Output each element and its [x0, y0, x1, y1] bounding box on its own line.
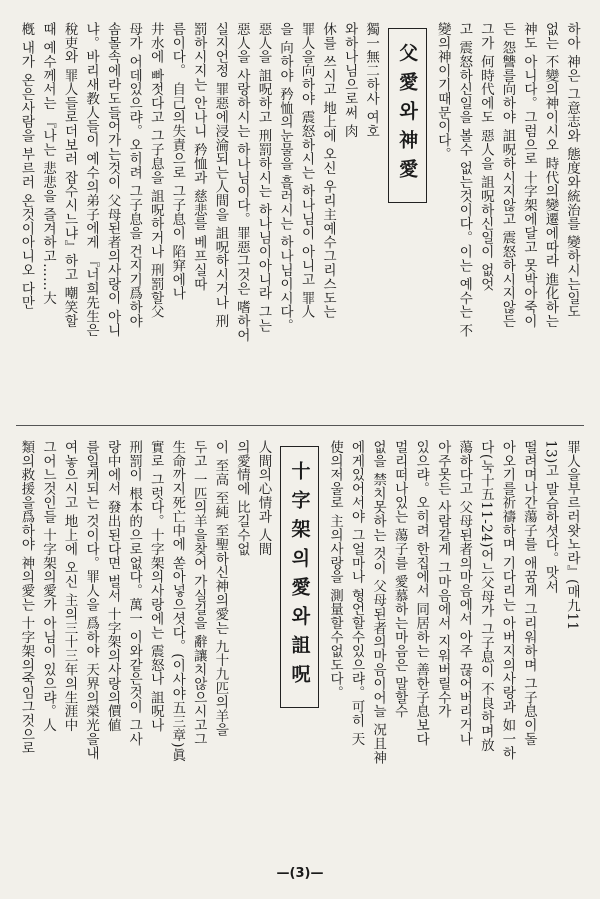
text-column: 랑中에서 發出된다면 벌서 十字架의사랑의價値	[104, 440, 121, 733]
text-column: 母가 어데있으랴。오히려 그子息을 건지기爲하야	[126, 22, 143, 328]
text-column: 멀리떠나있는 蕩子를 愛慕하는마음은 말할수	[391, 440, 408, 719]
text-column: 있으랴。오히려 한집에서 同居하는 善한子息보다	[413, 440, 430, 746]
text-column: 냐。바리새教人들이 예수의弟子에게 『너희先生은	[83, 22, 100, 338]
text-column: 때 예수께서는 『나는 悲悲을 즐겨하고……大	[39, 22, 56, 305]
text-column: 罰하시지는 안나니 矜恤과 慈悲를 베프실따	[190, 22, 207, 291]
text-column: 刑罰이 根本的으로없다。萬一 이와같은것이 그사	[126, 440, 143, 746]
text-column: 에게있어서야 그얼마나 형언할수있으랴。可히 天	[348, 440, 365, 746]
text-column: 와하나님으로써 肉	[341, 22, 358, 138]
text-column: 人間의心情과 人間	[255, 440, 272, 556]
top-text-block	[18, 22, 582, 417]
text-column: 生命까지死亡中에 쏟아넣으셧다。(이사야五三章)眞	[169, 440, 186, 762]
text-column: 든 怨讐를向하야 詛呪하시지않고 震怒하시지않든	[499, 22, 516, 328]
text-column: 고 震怒하신일을 볼수 없는것이다。이는 예수는 不	[456, 22, 473, 338]
text-column: 蕩하다고 父母된者의마음에서 아주 끊어버리거나	[456, 440, 473, 746]
text-column: 井水에 빠젓다고 그子息을 詛呪하거나 刑罰할父	[147, 22, 164, 319]
text-column: 여놓으시고 地上에 오신 主의三十三年의生涯中	[61, 440, 78, 733]
text-column: 을 向하야 矜恤의눈물을 흘러시는 하나님이시다。	[276, 22, 293, 333]
text-column: 使의저울로 主의사랑을 測量할수없도다。	[326, 440, 343, 700]
divider-line	[16, 425, 584, 426]
page-number: —(3)—	[276, 866, 324, 881]
text-column: 이 至高 至純 至聖하신神의愛는 九十九匹의羊을	[212, 440, 229, 737]
text-column: 두고 一匹의羊을찾어 가실길을 辭讓치않으시고그	[190, 440, 207, 746]
text-column: 를일케되는 것이다。罪人을 爲하야 天界의榮光을내	[83, 440, 100, 760]
text-column: 떨려며나간蕩子를 애꿈게 그리워하며 그子息이돌	[520, 440, 537, 746]
text-column: 의愛情에 比길수없	[233, 440, 250, 556]
text-column: 類의救援을爲하야 神의愛는 十字架의죽임그것으로	[18, 440, 35, 756]
text-column: 罪人을向하야 震怒하시는 하나님이 아니고 罪人	[298, 22, 315, 319]
text-column: 실지언정 罪惡에浸淪되는人間을 詛呪하시거나 刑	[212, 22, 229, 328]
text-column: 13)고 말슴하셧다。맛서	[542, 440, 559, 594]
text-column: 그어느것인들 十字架의愛가 아님이 있으랴。人	[39, 440, 56, 733]
text-column: 惡人을 사랑하시는 하나님이다。罪惡그것은 嗜하어	[233, 22, 250, 342]
section-title: 父愛와神愛	[388, 28, 427, 203]
text-column: 神도 아니다。그럼으로 十字架에달고 못박아죽이	[520, 22, 537, 328]
text-column: 아오기를祈禱하며 기다리는 아버지의사랑과 如一하	[499, 440, 516, 760]
text-column: 아주못든 사람같게 그마음에서 지워버릴수가	[434, 440, 451, 719]
text-column: 獨一無二하사 여호	[363, 22, 380, 138]
section-title: 十字架의愛와詛呪	[280, 446, 319, 708]
text-column: 다(눅十五11-24)어느父母가 그子息이 不良하며放	[477, 440, 494, 752]
text-column: 槪 내가 온은사람을 부르러 온것이아니오 다만	[18, 22, 35, 310]
text-column: 休를 쓰시고 地上에 오신 우리主예수그리스도는	[320, 22, 337, 319]
text-column: 罪人을부르러왓노라』(매九11	[564, 440, 580, 631]
text-column: 솜몰속에라도들어가는것이 父母된者의사랑이 아니	[104, 22, 121, 338]
text-column: 그가 何時代에도 惡人을 詛呪하신일이 없엇	[477, 22, 494, 291]
text-column: 變의神이기때문이다。	[434, 22, 451, 161]
text-column: 름이다。 自己의失責으로 그子息이 陷穽에나	[169, 22, 186, 301]
text-column: 없을 禁치못하는 것이 父母된者의마음이어늘 况且神	[370, 440, 387, 765]
text-column: 惡人을 詛呪하고 刑罰하시는 하나님이아니라 그는	[255, 22, 272, 333]
text-column: 하아 神은 그意志와 態度와統治를 變하시는일도	[564, 22, 580, 319]
bottom-text-block	[18, 440, 582, 855]
text-column: 없는 不變의神이시오 時代의變遷에따라 進化하는	[542, 22, 559, 328]
text-column: 稅吏와 罪人들로더보러 잡수시느냐』하고 嘲笑할	[61, 22, 78, 328]
text-column: 實로 그럿다。十字架의사랑에는 震怒나 詛呪나	[147, 440, 164, 733]
